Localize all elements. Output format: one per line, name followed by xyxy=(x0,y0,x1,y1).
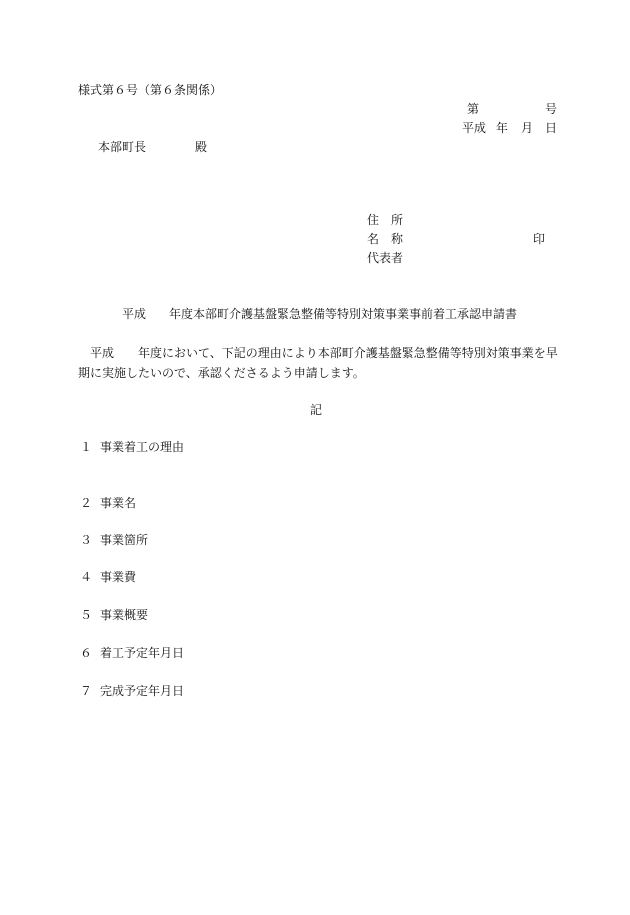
addressee-name: 本部町長 xyxy=(98,140,147,154)
item-label: 事業概要 xyxy=(100,608,149,622)
seal-mark: 印 xyxy=(533,232,546,246)
date-year: 年 xyxy=(496,121,509,135)
doc-number-suffix: 号 xyxy=(545,102,558,116)
item-label: 事業箇所 xyxy=(100,533,149,547)
body-line-1: 平成 年度において、下記の理由により本部町介護基盤緊急整備等特別対策事業を早 xyxy=(90,346,558,360)
doc-number-prefix: 第 xyxy=(467,102,480,116)
applicant-address-label: 住 所 xyxy=(367,213,404,227)
item-number: ３ xyxy=(80,533,93,547)
item-number: ７ xyxy=(80,684,93,698)
item-label: 事業着工の理由 xyxy=(100,440,185,454)
item-label: 着工予定年月日 xyxy=(100,646,185,660)
title-era: 平成 xyxy=(122,307,147,321)
applicant-representative-label: 代表者 xyxy=(367,251,404,265)
item-number: ２ xyxy=(80,496,93,510)
item-number: ４ xyxy=(80,570,93,584)
item-label: 事業名 xyxy=(100,496,137,510)
form-label: 様式第６号（第６条関係） xyxy=(78,83,223,97)
item-number: １ xyxy=(80,440,93,454)
date-day: 日 xyxy=(545,121,558,135)
date-era: 平成 xyxy=(462,121,487,135)
item-label: 事業費 xyxy=(100,570,137,584)
date-month: 月 xyxy=(521,121,534,135)
item-label: 完成予定年月日 xyxy=(100,684,185,698)
item-number: ５ xyxy=(80,608,93,622)
body-line-2: 期に実施したいので、承認くださるよう申請します。 xyxy=(78,366,365,380)
addressee-honorific: 殿 xyxy=(195,140,208,154)
ki-mark: 記 xyxy=(310,403,323,417)
document-title: 年度本部町介護基盤緊急整備等特別対策事業事前着工承認申請書 xyxy=(169,307,518,321)
applicant-name-label: 名 称 xyxy=(367,232,404,246)
item-number: ６ xyxy=(80,646,93,660)
